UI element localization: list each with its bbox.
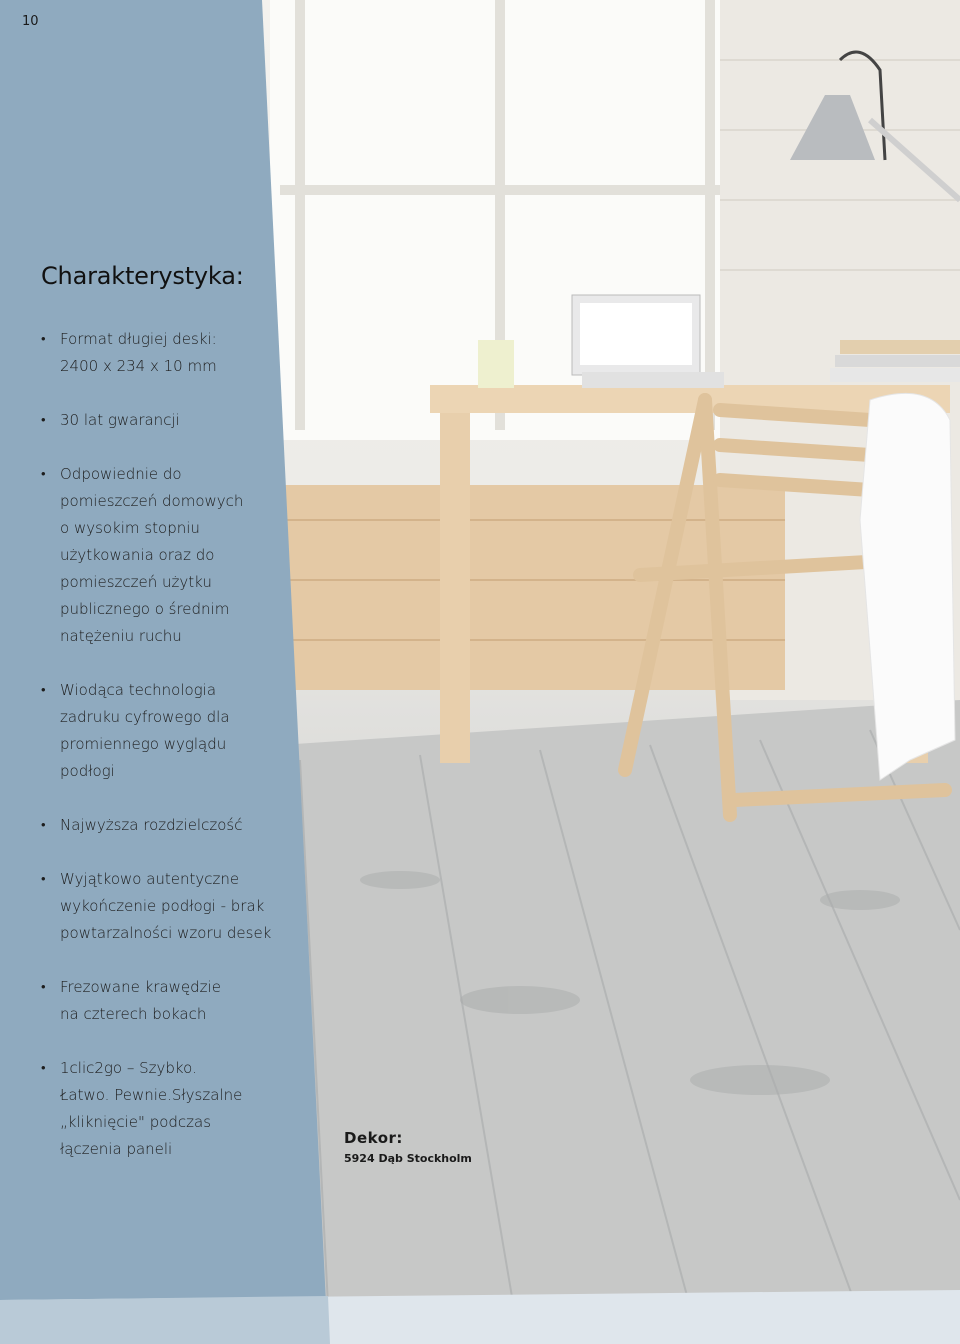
feature-text: 1clic2go – Szybko. Łatwo. Pewnie.Słyszalne „kliknięcie" podczas łączenia paneli <box>60 1059 243 1158</box>
list-item <box>41 974 281 1028</box>
bullet-icon: • <box>41 818 46 833</box>
bullet-icon: • <box>41 872 46 887</box>
list-item <box>41 461 281 650</box>
list-item <box>41 326 281 380</box>
section-heading: Charakterystyka: <box>41 262 244 290</box>
list-item <box>41 866 281 947</box>
feature-text: Wyjątkowo autentyczne wykończenie podłogi - brak powtarzalności wzoru desek <box>60 870 272 942</box>
page-number: 10 <box>22 14 39 29</box>
list-item <box>41 1055 281 1163</box>
bullet-icon: • <box>41 1061 46 1076</box>
list-item <box>41 812 281 839</box>
bullet-icon: • <box>41 980 46 995</box>
bullet-icon: • <box>41 332 46 347</box>
decor-caption <box>344 1129 472 1165</box>
list-item <box>41 677 281 785</box>
feature-text: 30 lat gwarancji <box>60 411 180 429</box>
feature-text: Wiodąca technologia zadruku cyfrowego dla promiennego wyglądu podłogi <box>60 681 230 780</box>
decor-name: 5924 Dąb Stockholm <box>344 1152 472 1165</box>
feature-text: Najwyższa rozdzielczość <box>60 816 243 834</box>
bullet-icon: • <box>41 467 46 482</box>
feature-text: Odpowiednie do pomieszczeń domowych o wysokim stopniu użytkowania oraz do pomieszczeń użytku publicznego o średnim natężeniu ruchu <box>60 465 244 645</box>
feature-text: Format długiej deski: 2400 x 234 x 10 mm <box>60 330 217 375</box>
feature-list <box>41 326 281 1190</box>
decor-label: Dekor: <box>344 1129 403 1147</box>
list-item <box>41 407 281 434</box>
feature-text: Frezowane krawędzie na czterech bokach <box>60 978 221 1023</box>
bullet-icon: • <box>41 413 46 428</box>
bullet-icon: • <box>41 683 46 698</box>
